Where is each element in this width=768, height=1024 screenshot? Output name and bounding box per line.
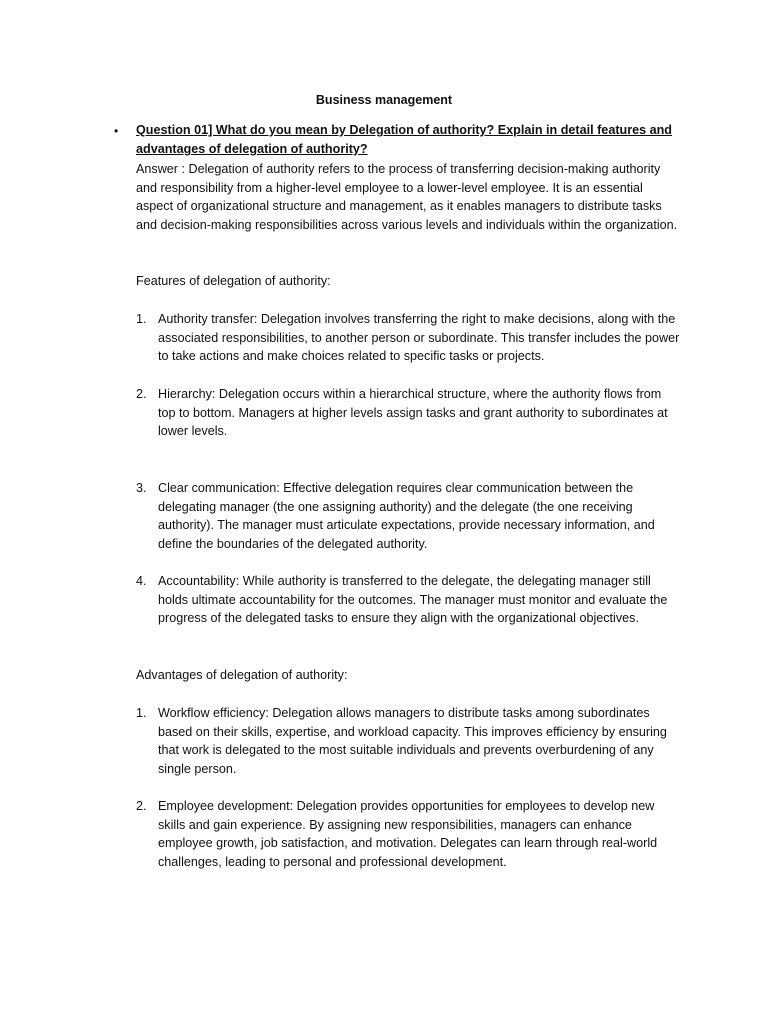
- list-number: 1.: [136, 706, 147, 720]
- list-number: 2.: [136, 387, 147, 401]
- list-item-text: Clear communication: Effective delegation requires clear communication between the delegating manager (the one assigning authority) and the delegate (the one receiving authority). The manager must articulate expectations, provide necessary information, and define the boundaries of the delegated authority.: [158, 481, 655, 551]
- list-item-text: Accountability: While authority is transferred to the delegate, the delegating manager still holds ultimate accountability for the outcomes. The manager must monitor and evaluate the progress of the delegated tasks to ensure they align with the organizational objectives.: [158, 574, 668, 626]
- page-title: Business management: [315, 93, 453, 107]
- feature-item-3: [136, 479, 681, 553]
- advantages-heading: Advantages of delegation of authority:: [136, 668, 348, 682]
- list-item-text: Employee development: Delegation provides opportunities for employees to develop new skills and gain experience. By assigning new responsibilities, managers can enhance employee growth, job satisfaction, and motivation. Delegates can learn through real-world challenges, leading to personal and professional development.: [158, 799, 658, 869]
- list-number: 4.: [136, 574, 147, 588]
- answer-paragraph: Answer : Delegation of authority refers to the process of transferring decision-making authority and responsibility from a higher-level employee to a lower-level employee. It is an essential aspect of organizational structure and management, as it enables managers to distribute tasks and decision-making responsibilities across various levels and individuals within the organization.: [136, 162, 678, 232]
- list-number: 2.: [136, 799, 147, 813]
- list-item-text: Authority transfer: Delegation involves transferring the right to make decisions, along with the associated responsibilities, to another person or subordinate. This transfer includes the power to take actions and make choices related to specific tasks or projects.: [158, 312, 680, 364]
- features-heading: Features of delegation of authority:: [136, 274, 331, 288]
- list-number: 1.: [136, 312, 147, 326]
- list-item-text: Hierarchy: Delegation occurs within a hierarchical structure, where the authority flows from top to bottom. Managers at higher levels assign tasks and grant authority to subordinates at lower levels.: [158, 387, 668, 439]
- advantage-item-2: [136, 797, 681, 871]
- feature-item-2: [136, 385, 681, 441]
- bullet-marker: •: [114, 124, 119, 138]
- question-heading: Question 01] What do you mean by Delegation of authority? Explain in detail features and advantages of delegation of authority?: [136, 123, 673, 156]
- feature-item-1: [136, 310, 681, 366]
- advantage-item-1: [136, 704, 681, 778]
- list-number: 3.: [136, 481, 147, 495]
- feature-item-4: [136, 572, 681, 628]
- list-item-text: Workflow efficiency: Delegation allows managers to distribute tasks among subordinates based on their skills, expertise, and workload capacity. This improves efficiency by ensuring that work is delegated to the most suitable individuals and prevents overburdening of any single person.: [158, 706, 667, 776]
